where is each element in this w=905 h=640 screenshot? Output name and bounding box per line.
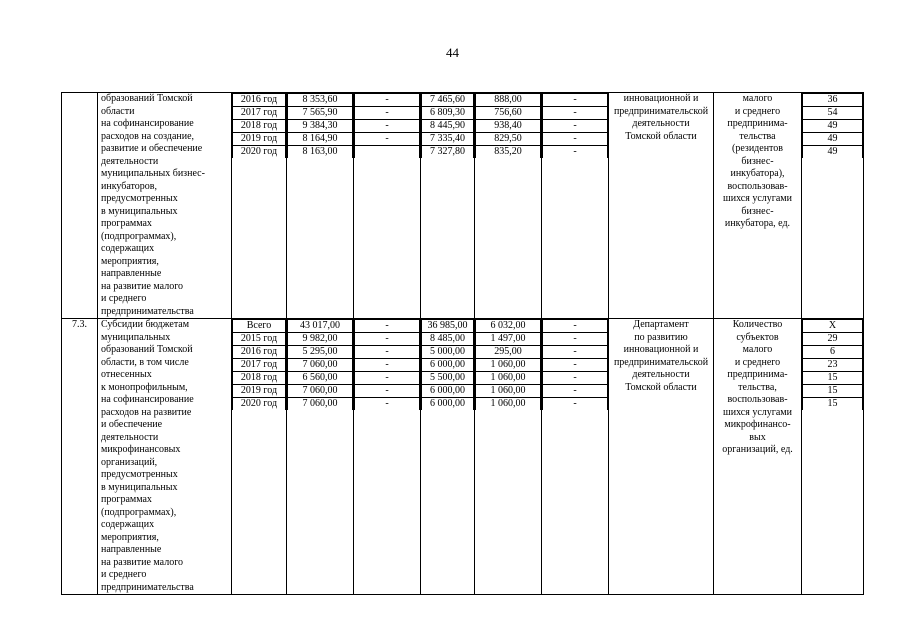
local-cell: 1 060,00 [476,359,541,372]
regional-cell-column [421,319,475,595]
local-cell: 888,00 [476,94,541,107]
year-cell: 2019 год [233,385,286,398]
total-cell: 5 295,00 [288,346,353,359]
indicator-value: 15 [803,372,863,385]
regional-cell: 8 445,90 [422,120,474,133]
federal-cell: - [355,133,420,146]
other-cell-column [542,93,609,319]
other-cell: - [543,398,608,411]
indicator-value: 23 [803,359,863,372]
local-cell: 938,40 [476,120,541,133]
executor: инновационной и предпринимательской деятельности Томской области [609,93,714,319]
year-cell: 2018 год [233,120,286,133]
federal-cell: - [355,120,420,133]
indicator-value: 15 [803,398,863,411]
total-cell-column [287,93,354,319]
indicator-values-column [802,319,864,595]
indicator-value: 49 [803,120,863,133]
federal-cell [355,146,420,159]
total-cell: 8 164,90 [288,133,353,146]
total-cell: 7 060,00 [288,385,353,398]
other-cell: - [543,146,608,159]
regional-cell: 7 327,80 [422,146,474,159]
year-cell: 2016 год [233,94,286,107]
other-cell: - [543,333,608,346]
table-row [62,93,864,319]
regional-cell: 6 809,30 [422,107,474,120]
other-cell: - [543,346,608,359]
total-cell: 7 060,00 [288,398,353,411]
total-cell: 9 982,00 [288,333,353,346]
local-cell: 6 032,00 [476,320,541,333]
indicator-value: 36 [803,94,863,107]
other-cell: - [543,133,608,146]
federal-cell: - [355,333,420,346]
indicator-value: 6 [803,346,863,359]
other-cell: - [543,94,608,107]
row-number: 7.3. [62,319,98,595]
year-cell: 2017 год [233,107,286,120]
federal-cell-column [354,319,421,595]
other-cell: - [543,359,608,372]
local-cell: 295,00 [476,346,541,359]
federal-cell: - [355,320,420,333]
year-cell: 2019 год [233,133,286,146]
regional-cell: 7 465,60 [422,94,474,107]
regional-cell: 6 000,00 [422,398,474,411]
local-cell-column [475,319,542,595]
other-cell: - [543,107,608,120]
local-cell: 1 060,00 [476,385,541,398]
year-cell-column [232,319,287,595]
year-cell: 2016 год [233,346,286,359]
indicator-value: X [803,320,863,333]
local-cell: 835,20 [476,146,541,159]
indicator-value: 49 [803,133,863,146]
other-cell: - [543,320,608,333]
other-cell-column [542,319,609,595]
table-row [62,319,864,595]
year-cell: 2018 год [233,372,286,385]
row-number [62,93,98,319]
indicator-name: малого и среднего предпринима- тельства (резидентов бизнес- инкубатора), воспользовав- шихся услугами бизнес- инкубатора, ед. [714,93,802,319]
federal-cell: - [355,372,420,385]
indicator-value: 49 [803,146,863,159]
local-cell: 1 060,00 [476,398,541,411]
total-cell: 8 163,00 [288,146,353,159]
federal-cell: - [355,346,420,359]
total-cell: 8 353,60 [288,94,353,107]
regional-cell-column [421,93,475,319]
regional-cell: 8 485,00 [422,333,474,346]
regional-cell: 5 500,00 [422,372,474,385]
year-cell: 2017 год [233,359,286,372]
regional-cell: 6 000,00 [422,385,474,398]
indicator-value: 15 [803,385,863,398]
total-cell: 7 060,00 [288,359,353,372]
year-cell-column [232,93,287,319]
activity-name: Субсидии бюджетам муниципальных образований Томской области, в том числе отнесенных к монопрофильным, на софинансирование расходов на развитие и обеспечение деятельности микрофинансовых организаций, предусмотренных в муниципальных программах (подпрограммах), содержащих мероприятия, направленные на развитие малого и среднего предпринимательства [98,319,232,595]
program-table [61,92,864,595]
total-cell: 7 565,90 [288,107,353,120]
other-cell: - [543,120,608,133]
total-cell-column [287,319,354,595]
total-cell: 6 560,00 [288,372,353,385]
local-cell: 1 497,00 [476,333,541,346]
regional-cell: 6 000,00 [422,359,474,372]
local-cell: 829,50 [476,133,541,146]
year-cell: Всего [233,320,286,333]
regional-cell: 7 335,40 [422,133,474,146]
total-cell: 43 017,00 [288,320,353,333]
indicator-value: 29 [803,333,863,346]
other-cell: - [543,372,608,385]
federal-cell: - [355,398,420,411]
year-cell: 2020 год [233,398,286,411]
local-cell: 1 060,00 [476,372,541,385]
executor: Департамент по развитию инновационной и предпринимательской деятельности Томской области [609,319,714,595]
local-cell-column [475,93,542,319]
other-cell: - [543,385,608,398]
total-cell: 9 384,30 [288,120,353,133]
federal-cell: - [355,359,420,372]
federal-cell: - [355,94,420,107]
federal-cell: - [355,107,420,120]
indicator-name: Количество субъектов малого и среднего предпринима- тельства, воспользовав- шихся услугами микрофинансо- вых организаций, ед. [714,319,802,595]
local-cell: 756,60 [476,107,541,120]
indicator-values-column [802,93,864,319]
federal-cell: - [355,385,420,398]
page-number: 44 [446,45,459,60]
regional-cell: 5 000,00 [422,346,474,359]
year-cell: 2015 год [233,333,286,346]
regional-cell: 36 985,00 [422,320,474,333]
federal-cell-column [354,93,421,319]
activity-name: образований Томской области на софинансирование расходов на создание, развитие и обеспечение деятельности муниципальных бизнес- инкубаторов, предусмотренных в муниципальных программах (подпрограммах), содержащих мероприятия, направленные на развитие малого и среднего предпринимательства [98,93,232,319]
year-cell: 2020 год [233,146,286,159]
indicator-value: 54 [803,107,863,120]
